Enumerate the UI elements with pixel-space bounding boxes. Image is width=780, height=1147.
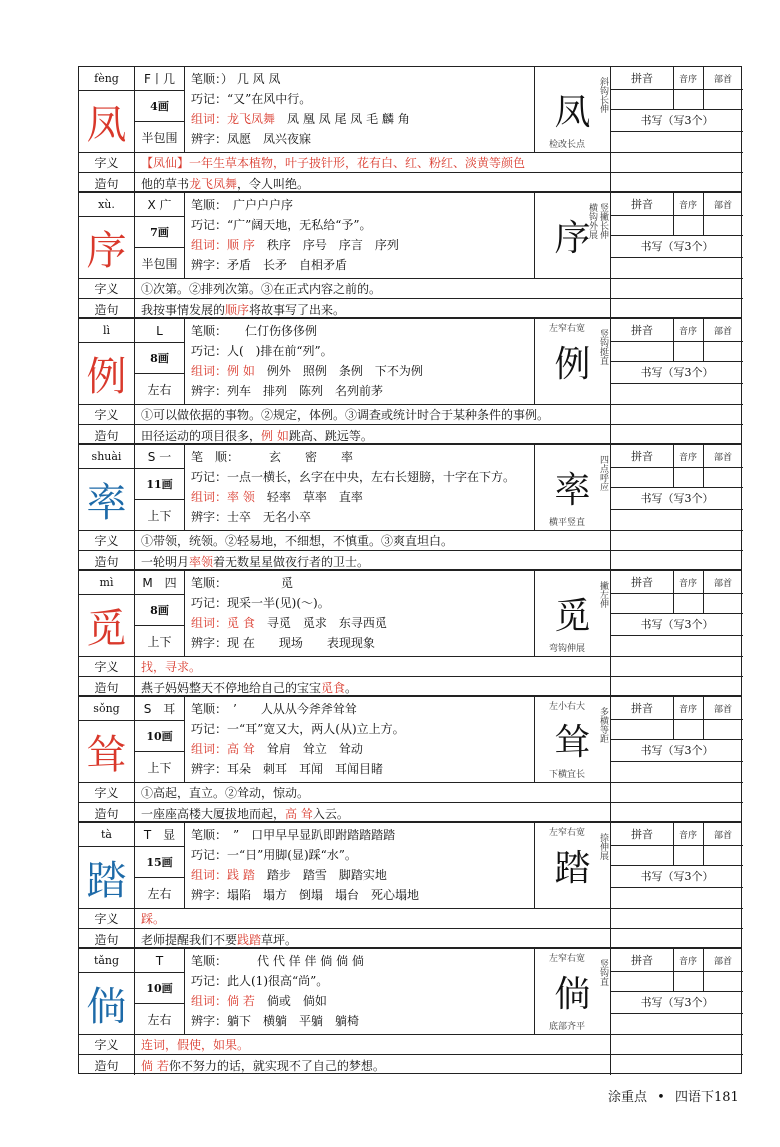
meaning-label: 字义 (79, 531, 135, 551)
sentence-part: 。 (345, 680, 358, 695)
writing-tip-bottom: 下横宜长 (549, 770, 586, 780)
radical-answer-cell[interactable] (703, 215, 743, 236)
word-group (191, 361, 528, 381)
character-info (185, 193, 535, 279)
character-info (185, 445, 535, 531)
stroke-order: 笔顺： 广户户户序 (191, 198, 294, 212)
writing-sample-character: 凤 (554, 92, 591, 133)
radical-header: 部首 (703, 697, 743, 720)
character: 耸 (79, 721, 135, 783)
radical-answer-cell[interactable] (703, 845, 743, 866)
stroke-order: 笔顺： 代 代 佯 伴 倘 倘 倘 (191, 954, 364, 968)
word-group-words: 凤 凰 凤 尾 凤 毛 麟 角 (287, 112, 410, 126)
sentence-part: 跳高、跳远等。 (288, 428, 373, 443)
meaning-side-cell[interactable] (611, 153, 743, 173)
writing-tip-side: 四点呼应 (598, 455, 608, 491)
character: 觅 (79, 595, 135, 657)
character-entry (78, 570, 742, 696)
word-group-highlight: 组词：倘 若 (191, 994, 255, 1008)
writing-sample-character: 序 (554, 218, 591, 259)
radical-header: 部首 (703, 949, 743, 972)
stroke-order: 笔 顺： 玄 密 率 (191, 450, 354, 464)
character-structure: 左右 (135, 1004, 185, 1035)
order-answer-cell[interactable] (673, 971, 704, 992)
word-group-highlight: 组词：高 耸 (191, 742, 255, 756)
index-letter-radical: X 广 (135, 193, 185, 217)
character-info (185, 67, 535, 153)
writing-sample-character: 例 (554, 344, 591, 385)
order-header: 音序 (673, 697, 704, 720)
radical-header: 部首 (703, 193, 743, 216)
index-letter-radical: M 四 (135, 571, 185, 595)
writing-tip-bottom: 检改长点 (549, 140, 586, 150)
sentence-side-cell[interactable] (611, 677, 743, 697)
writing-tip-top: 左窄右宽 (549, 954, 586, 964)
order-header: 音序 (673, 823, 704, 846)
stroke-order: 笔顺： 仁仃伤侈侈例 (191, 324, 318, 338)
sentence-part: 老师提醒我们不要 (141, 932, 238, 947)
sentence-highlight: 例 如 (261, 428, 289, 443)
meaning-text: ①带领，统领。②轻易地，不细想，不慎重。③爽直坦白。 (135, 531, 611, 551)
write-answer-cell[interactable] (611, 257, 743, 279)
stroke-count: 8画 (135, 595, 185, 626)
sentence-part: ，令人叫绝。 (237, 176, 310, 191)
sentence-part: 我按事情发展的 (141, 302, 226, 317)
writing-box (535, 571, 611, 657)
word-group (191, 487, 528, 507)
example-sentence (135, 425, 611, 445)
writing-tip-side: 斜钩长伸 (598, 77, 608, 113)
sentence-label: 造句 (79, 425, 135, 445)
distinguish-words: 辨字：士卒 无名小卒 (191, 510, 312, 524)
memory-tip: 巧记：现采一半(见)(～)。 (191, 596, 330, 610)
character-entry (78, 696, 742, 822)
sentence-label: 造句 (79, 803, 135, 823)
sentence-label: 造句 (79, 929, 135, 949)
character-info (185, 949, 535, 1035)
pinyin-answer-cell[interactable] (611, 341, 674, 362)
write-answer-cell[interactable] (611, 635, 743, 657)
write-header: 书写（写3个） (611, 109, 743, 132)
distinguish-words: 辨字：耳朵 刺耳 耳闻 耳闻目睹 (191, 762, 384, 776)
practice-table (611, 319, 743, 405)
distinguish-words: 辨字：躺下 横躺 平躺 躺椅 (191, 1014, 360, 1028)
character: 凤 (79, 91, 135, 153)
radical-header: 部首 (703, 823, 743, 846)
sentence-highlight: 顺序 (225, 302, 250, 317)
writing-sample-character: 觅 (554, 596, 591, 637)
word-group-words: 例外 照例 条例 下不为例 (266, 364, 423, 378)
writing-sample-character: 倘 (554, 974, 591, 1015)
writing-tip-top: 左窄右宽 (549, 324, 586, 334)
character-entry (78, 948, 742, 1074)
practice-table (611, 445, 743, 531)
word-group-words: 踏步 踏雪 脚踏实地 (266, 868, 387, 882)
sentence-part: 一轮明月 (141, 554, 190, 569)
word-group (191, 865, 528, 885)
pinyin-answer-cell[interactable] (611, 467, 674, 488)
write-answer-cell[interactable] (611, 1013, 743, 1035)
pinyin-answer-cell[interactable] (611, 89, 674, 110)
write-header: 书写（写3个） (611, 865, 743, 888)
writing-sample-character: 耸 (554, 722, 591, 763)
writing-tip-side: 撇左伸 (598, 581, 608, 608)
practice-table (611, 697, 743, 783)
character-entry (78, 192, 742, 318)
write-answer-cell[interactable] (611, 887, 743, 909)
radical-header: 部首 (703, 571, 743, 594)
word-study-sheet (78, 66, 742, 1078)
meaning-label: 字义 (79, 405, 135, 425)
pinyin-header: 拼音 (611, 949, 674, 972)
writing-box (535, 949, 611, 1035)
memory-tip: 巧记：“又”在风中行。 (191, 92, 312, 106)
sentence-part: 草坪。 (261, 932, 298, 947)
pinyin-answer-cell[interactable] (611, 215, 674, 236)
write-header: 书写（写3个） (611, 991, 743, 1014)
character-entry (78, 444, 742, 570)
index-letter-radical: T (135, 949, 185, 973)
pinyin-answer-cell[interactable] (611, 845, 674, 866)
example-sentence (135, 803, 611, 823)
sentence-highlight: 觅食 (321, 680, 346, 695)
writing-tip-top: 左窄右宽 (549, 828, 586, 838)
pinyin-header: 拼音 (611, 697, 674, 720)
memory-tip: 巧记：一“日”用脚(显)踩“水”。 (191, 848, 357, 862)
example-sentence (135, 551, 611, 571)
order-header: 音序 (673, 67, 704, 90)
example-sentence (135, 929, 611, 949)
practice-table (611, 67, 743, 153)
meaning-side-cell[interactable] (611, 657, 743, 677)
sentence-part: 你不努力的话，就实现不了自己的梦想。 (168, 1058, 385, 1073)
radical-header: 部首 (703, 445, 743, 468)
pinyin-answer-cell[interactable] (611, 593, 674, 614)
order-header: 音序 (673, 445, 704, 468)
meaning-side-cell[interactable] (611, 531, 743, 551)
sentence-part: 将故事写了出来。 (249, 302, 346, 317)
writing-tip-bottom: 底部齐平 (549, 1022, 586, 1032)
character-structure: 半包围 (135, 248, 185, 279)
word-group-highlight: 组词：觅 食 (191, 616, 255, 630)
character: 例 (79, 343, 135, 405)
order-header: 音序 (673, 319, 704, 342)
example-sentence (135, 299, 611, 319)
writing-box (535, 697, 611, 783)
sentence-label: 造句 (79, 551, 135, 571)
meaning-text: 【凤仙】一年生草本植物，叶子披针形，花有白、红、粉红、淡黄等颜色 (135, 153, 611, 173)
word-group-highlight: 组词：率 领 (191, 490, 255, 504)
meaning-side-cell[interactable] (611, 783, 743, 803)
meaning-side-cell[interactable] (611, 909, 743, 929)
word-group (191, 739, 528, 759)
meaning-side-cell[interactable] (611, 405, 743, 425)
writing-sample-character: 踏 (554, 848, 591, 889)
sentence-side-cell[interactable] (611, 1055, 743, 1075)
distinguish-words: 辨字：凤愿 凤兴夜寐 (191, 132, 312, 146)
order-answer-cell[interactable] (673, 719, 704, 740)
pinyin: fèng (79, 67, 135, 91)
pinyin-answer-cell[interactable] (611, 971, 674, 992)
index-letter-radical: L (135, 319, 185, 343)
order-answer-cell[interactable] (673, 341, 704, 362)
meaning-label: 字义 (79, 909, 135, 929)
pinyin: tǎng (79, 949, 135, 973)
example-sentence (135, 173, 611, 193)
sentence-highlight: 高 耸 (285, 806, 313, 821)
order-answer-cell[interactable] (673, 845, 704, 866)
pinyin: shuài (79, 445, 135, 469)
write-answer-cell[interactable] (611, 131, 743, 153)
sentence-part: 田径运动的项目很多， (141, 428, 262, 443)
stroke-order: 笔顺：） 几 风 凤 (191, 72, 281, 86)
character-info (185, 823, 535, 909)
writing-tip-top: 左小右大 (549, 702, 586, 712)
order-answer-cell[interactable] (673, 593, 704, 614)
character-info (185, 697, 535, 783)
sentence-part: 燕子妈妈整天不停地给自己的宝宝 (141, 680, 322, 695)
word-group (191, 235, 528, 255)
meaning-text: ①高起，直立。②耸动，惊动。 (135, 783, 611, 803)
character-structure: 左右 (135, 878, 185, 909)
meaning-label: 字义 (79, 1035, 135, 1055)
page-footer (608, 1086, 739, 1105)
index-letter-radical: S 耳 (135, 697, 185, 721)
order-answer-cell[interactable] (673, 215, 704, 236)
order-answer-cell[interactable] (673, 89, 704, 110)
pinyin-header: 拼音 (611, 445, 674, 468)
sentence-label: 造句 (79, 299, 135, 319)
example-sentence (135, 1055, 611, 1075)
stroke-order: 笔顺： 觅 (191, 576, 294, 590)
index-letter-radical: S 一 (135, 445, 185, 469)
meaning-side-cell[interactable] (611, 279, 743, 299)
writing-tip-side: 竖钩直 (598, 959, 608, 986)
character-info (185, 319, 535, 405)
writing-box (535, 445, 611, 531)
writing-sample-character: 率 (554, 470, 591, 511)
writing-tip-side: 多横等距 (598, 707, 608, 743)
memory-tip: 巧记：一“耳”宽又大，两人(从)立上方。 (191, 722, 405, 736)
stroke-count: 8画 (135, 343, 185, 374)
stroke-count: 10画 (135, 721, 185, 752)
write-header: 书写（写3个） (611, 739, 743, 762)
sentence-highlight: 践踏 (237, 932, 262, 947)
writing-tip-bottom: 横平竖直 (549, 518, 586, 528)
writing-box (535, 319, 611, 405)
memory-tip: 巧记：此人(1)很高“尚”。 (191, 974, 329, 988)
sentence-label: 造句 (79, 677, 135, 697)
radical-answer-cell[interactable] (703, 593, 743, 614)
index-letter-radical: T 显 (135, 823, 185, 847)
meaning-text: ①可以做依据的事物。②规定，体例。③调查或统计时合于某种条件的事例。 (135, 405, 611, 425)
radical-answer-cell[interactable] (703, 971, 743, 992)
meaning-label: 字义 (79, 279, 135, 299)
stroke-count: 15画 (135, 847, 185, 878)
memory-tip: 巧记：一点一横长，幺字在中央，左右长翅膀，十字在下方。 (191, 470, 516, 484)
sentence-part: 着无数星星做夜行者的卫士。 (213, 554, 370, 569)
word-group-highlight: 组词：龙飞凤舞 (191, 112, 276, 126)
character: 率 (79, 469, 135, 531)
pinyin: tà (79, 823, 135, 847)
word-group-highlight: 组词：例 如 (191, 364, 255, 378)
writing-box (535, 67, 611, 153)
word-group (191, 991, 528, 1011)
stroke-count: 10画 (135, 973, 185, 1004)
write-header: 书写（写3个） (611, 613, 743, 636)
practice-table (611, 193, 743, 279)
footer-brand: 涂重点 (608, 1090, 648, 1105)
meaning-label: 字义 (79, 153, 135, 173)
meaning-text: ①次第。②排列次第。③在正式内容之前的。 (135, 279, 611, 299)
sentence-label: 造句 (79, 173, 135, 193)
word-group-highlight: 组词：顺 序 (191, 238, 255, 252)
radical-answer-cell[interactable] (703, 89, 743, 110)
stroke-count: 11画 (135, 469, 185, 500)
character-entry (78, 66, 742, 192)
pinyin: xù. (79, 193, 135, 217)
pinyin: lì (79, 319, 135, 343)
distinguish-words: 辨字：现 在 现场 表现现象 (191, 636, 375, 650)
character-structure: 左右 (135, 374, 185, 405)
practice-table (611, 571, 743, 657)
example-sentence (135, 677, 611, 697)
order-header: 音序 (673, 949, 704, 972)
character-entry (78, 318, 742, 444)
memory-tip: 巧记：人( )排在前“列”。 (191, 344, 333, 358)
memory-tip: 巧记：“广”阔天地，无私给“予”。 (191, 218, 372, 232)
sentence-side-cell[interactable] (611, 299, 743, 319)
sentence-highlight: 倘 若 (141, 1058, 169, 1073)
footer-bullet: • (657, 1090, 665, 1105)
word-group-words: 耸肩 耸立 耸动 (266, 742, 363, 756)
order-answer-cell[interactable] (673, 467, 704, 488)
footer-page-number: 四语下181 (674, 1090, 739, 1105)
order-header: 音序 (673, 571, 704, 594)
stroke-order: 笔顺： ” 口甲早早显趴即跗踏踏踏踏 (191, 828, 396, 842)
writing-tip-bottom: 弯钩伸展 (549, 644, 586, 654)
radical-header: 部首 (703, 67, 743, 90)
meaning-side-cell[interactable] (611, 1035, 743, 1055)
sentence-part: 一座座高楼大厦拔地而起， (141, 806, 286, 821)
word-group-words: 寻觅 觅求 东寻西觅 (266, 616, 387, 630)
practice-table (611, 949, 743, 1035)
sentence-side-cell[interactable] (611, 425, 743, 445)
write-answer-cell[interactable] (611, 509, 743, 531)
character: 序 (79, 217, 135, 279)
character-structure: 半包围 (135, 122, 185, 153)
sentence-side-cell[interactable] (611, 173, 743, 193)
word-group-words: 倘或 倘如 (266, 994, 327, 1008)
pinyin-header: 拼音 (611, 67, 674, 90)
word-group-words: 轻率 草率 直率 (266, 490, 363, 504)
character-structure: 上下 (135, 626, 185, 657)
sentence-highlight: 率领 (189, 554, 214, 569)
index-letter-radical: F丨几 (135, 67, 185, 91)
meaning-text: 找，寻求。 (135, 657, 611, 677)
word-group-highlight: 组词：践 踏 (191, 868, 255, 882)
sentence-label: 造句 (79, 1055, 135, 1075)
write-answer-cell[interactable] (611, 761, 743, 783)
sentence-side-cell[interactable] (611, 929, 743, 949)
word-group-words: 秩序 序号 序言 序列 (266, 238, 399, 252)
character: 倘 (79, 973, 135, 1035)
word-group (191, 109, 528, 129)
write-header: 书写（写3个） (611, 361, 743, 384)
writing-tip-side: 竖钩挺直 (598, 329, 608, 365)
write-header: 书写（写3个） (611, 487, 743, 510)
stroke-count: 7画 (135, 217, 185, 248)
distinguish-words: 辨字：矛盾 长矛 自相矛盾 (191, 258, 348, 272)
distinguish-words: 辨字：列车 排列 陈列 名列前茅 (191, 384, 384, 398)
character-structure: 上下 (135, 500, 185, 531)
writing-box (535, 823, 611, 909)
radical-answer-cell[interactable] (703, 341, 743, 362)
pinyin-answer-cell[interactable] (611, 719, 674, 740)
order-header: 音序 (673, 193, 704, 216)
sentence-part: 入云。 (312, 806, 349, 821)
character-entry (78, 822, 742, 948)
write-answer-cell[interactable] (611, 383, 743, 405)
meaning-text: 连词，假使，如果。 (135, 1035, 611, 1055)
character-structure: 上下 (135, 752, 185, 783)
radical-header: 部首 (703, 319, 743, 342)
pinyin-header: 拼音 (611, 823, 674, 846)
pinyin-header: 拼音 (611, 319, 674, 342)
pinyin-header: 拼音 (611, 571, 674, 594)
sentence-highlight: 龙飞凤舞 (189, 176, 238, 191)
meaning-label: 字义 (79, 657, 135, 677)
distinguish-words: 辨字：塌陷 塌方 倒塌 塌台 死心塌地 (191, 888, 420, 902)
meaning-text: 踩。 (135, 909, 611, 929)
meaning-label: 字义 (79, 783, 135, 803)
pinyin-header: 拼音 (611, 193, 674, 216)
character-info (185, 571, 535, 657)
pinyin: sǒng (79, 697, 135, 721)
radical-answer-cell[interactable] (703, 467, 743, 488)
stroke-count: 4画 (135, 91, 185, 122)
sentence-part: 他的草书 (141, 176, 190, 191)
stroke-order: 笔顺： ’ 人从从今斧斧耸耸 (191, 702, 357, 716)
word-group (191, 613, 528, 633)
writing-tip-side: 竖撇长伸 (598, 203, 608, 239)
writing-tip-side: 捺伸展 (598, 833, 608, 860)
sentence-side-cell[interactable] (611, 803, 743, 823)
sentence-side-cell[interactable] (611, 551, 743, 571)
write-header: 书写（写3个） (611, 235, 743, 258)
radical-answer-cell[interactable] (703, 719, 743, 740)
practice-table (611, 823, 743, 909)
pinyin: mì (79, 571, 135, 595)
writing-tip-side: 横钩外展 (587, 203, 597, 239)
character: 踏 (79, 847, 135, 909)
writing-box (535, 193, 611, 279)
